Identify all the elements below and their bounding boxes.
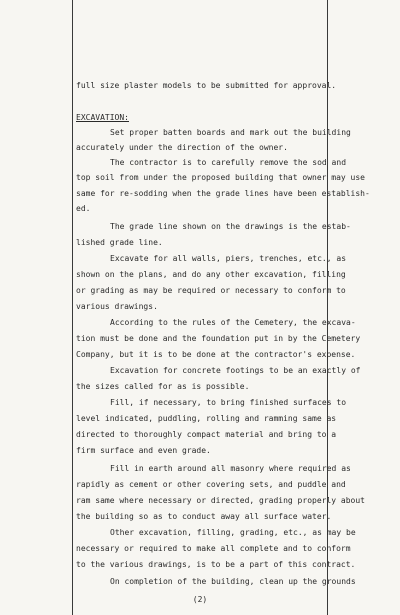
body-line: or grading as may be required or necessary to conform to bbox=[76, 286, 346, 295]
page-number: (2) bbox=[192, 595, 208, 604]
body-line: According to the rules of the Cemetery, the excava- bbox=[110, 318, 356, 327]
body-line: the sizes called for as is possible. bbox=[76, 382, 250, 391]
body-line: tion must be done and the foundation put in by the Cemetery bbox=[76, 334, 361, 343]
right-margin-rule bbox=[327, 0, 328, 615]
body-line: level indicated, puddling, rolling and ramming same as bbox=[76, 414, 337, 423]
body-line: Set proper batten boards and mark out the building bbox=[110, 128, 351, 137]
body-line: the building so as to conduct away all surface water. bbox=[76, 512, 332, 521]
body-line: The grade line shown on the drawings is the estab- bbox=[110, 222, 351, 231]
body-line: Company, but it is to be done at the contractor's expense. bbox=[76, 350, 356, 359]
body-line: ed. bbox=[76, 204, 91, 213]
body-line: top soil from under the proposed building that owner may use bbox=[76, 173, 365, 182]
body-line: Other excavation, filling, grading, etc., as may be bbox=[110, 528, 356, 537]
section-heading: EXCAVATION: bbox=[76, 113, 129, 122]
body-line: various drawings. bbox=[76, 302, 158, 311]
left-margin-rule bbox=[72, 0, 73, 615]
body-line: Excavate for all walls, piers, trenches, etc., as bbox=[110, 254, 347, 263]
body-line: Fill, if necessary, to bring finished surfaces to bbox=[110, 398, 347, 407]
body-line: necessary or required to make all complete and to conform bbox=[76, 544, 351, 553]
body-line: shown on the plans, and do any other excavation, filling bbox=[76, 270, 346, 279]
body-line: directed to thoroughly compact material and bring to a bbox=[76, 430, 337, 439]
body-line: lished grade line. bbox=[76, 238, 163, 247]
body-line: rapidly as cement or other covering sets, and puddle and bbox=[76, 480, 346, 489]
body-line: firm surface and even grade. bbox=[76, 446, 211, 455]
body-line: Fill in earth around all masonry where required as bbox=[110, 464, 351, 473]
body-line: to the various drawings, is to be a part of this contract. bbox=[76, 560, 356, 569]
body-line: On completion of the building, clean up the grounds bbox=[110, 577, 356, 586]
body-line: Excavation for concrete footings to be an exactly of bbox=[110, 366, 361, 375]
body-line: accurately under the direction of the owner. bbox=[76, 143, 288, 152]
body-line: same for re-sodding when the grade lines have been establish- bbox=[76, 189, 370, 198]
body-line: ram same where necessary or directed, grading properly about bbox=[76, 496, 365, 505]
carryover-line: full size plaster models to be submitted for approval. bbox=[76, 81, 337, 90]
body-line: The contractor is to carefully remove the sod and bbox=[110, 158, 347, 167]
